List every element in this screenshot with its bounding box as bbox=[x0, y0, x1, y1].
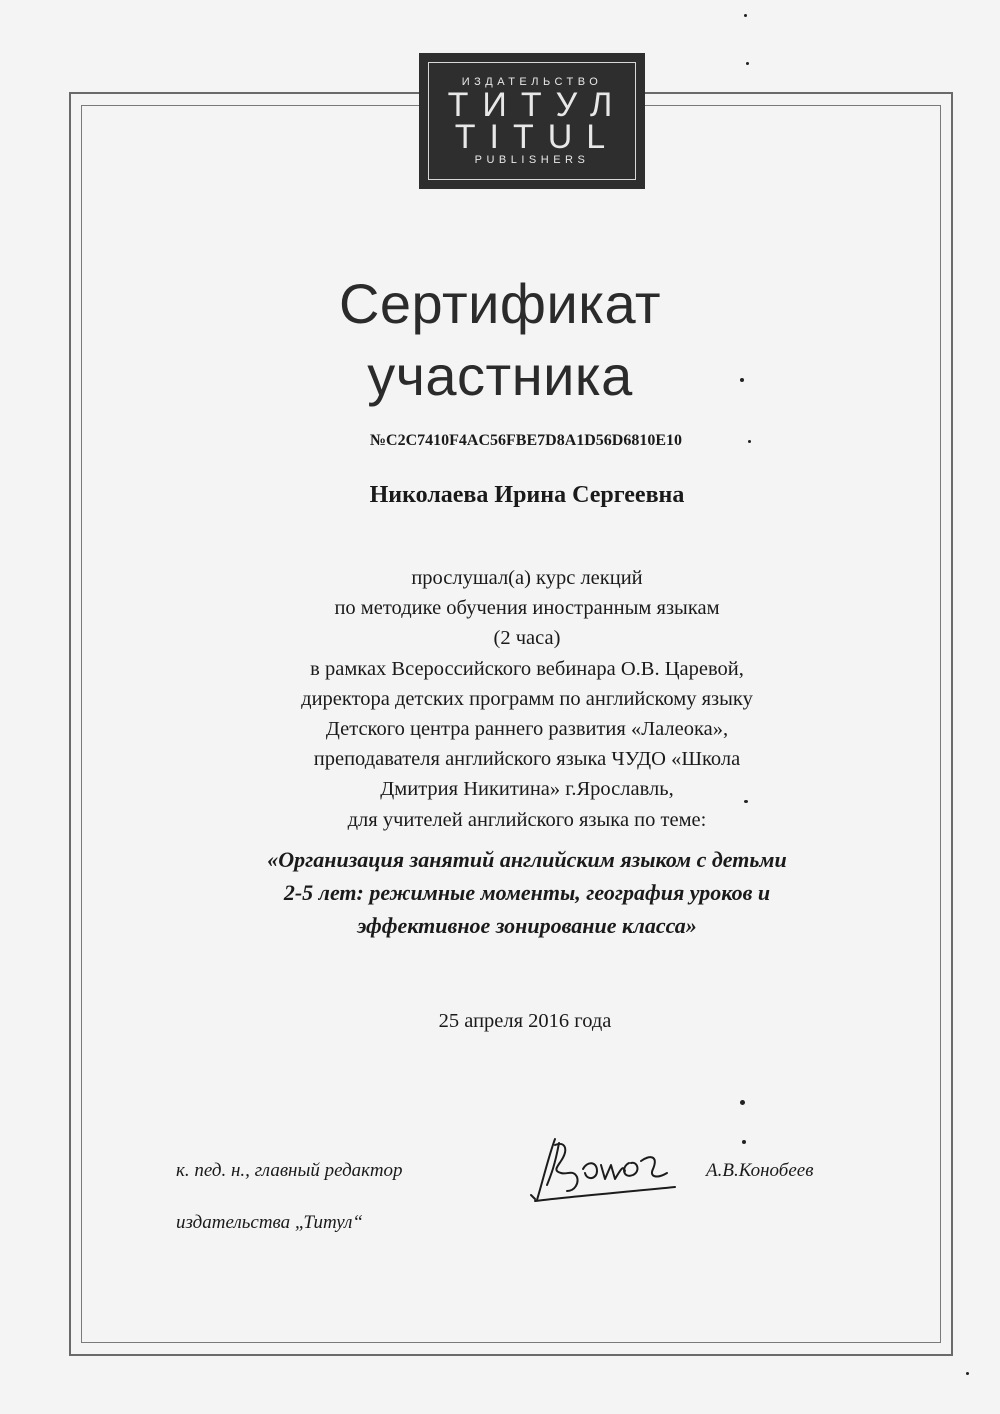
body-line: (2 часа) bbox=[493, 627, 561, 650]
logo-top-line: ИЗДАТЕЛЬСТВО bbox=[461, 76, 603, 88]
certificate-body bbox=[0, 563, 1000, 835]
topic-line: эффективное зонирование класса» bbox=[357, 913, 697, 938]
body-line: для учителей английского языка по теме: bbox=[347, 808, 707, 831]
body-line: по методике обучения иностранным языкам bbox=[334, 597, 720, 620]
logo-bottom-line: PUBLISHERS bbox=[474, 154, 590, 166]
publisher-logo-frame bbox=[428, 62, 636, 180]
body-line: преподавателя английского языка ЧУДО «Школа bbox=[313, 748, 741, 771]
certificate-number: №C2C7410F4AC56FBE7D8A1D56D6810E10 bbox=[369, 432, 683, 449]
lecture-topic bbox=[0, 843, 1000, 942]
body-line: Детского центра раннего развития «Лалеока», bbox=[325, 718, 729, 741]
publisher-logo bbox=[419, 53, 645, 189]
certificate-date: 25 апреля 2016 года bbox=[438, 1010, 612, 1032]
title-line-1: Сертификат bbox=[338, 272, 662, 335]
recipient-name: Николаева Ирина Сергеевна bbox=[369, 482, 685, 508]
certificate-title bbox=[0, 268, 1000, 412]
signatory-name: А.В.Конобеев bbox=[706, 1160, 814, 1181]
signatory-title: к. пед. н., главный редактор bbox=[176, 1160, 403, 1181]
body-line: в рамках Всероссийского вебинара О.В. Царевой, bbox=[310, 657, 744, 680]
topic-line: 2-5 лет: режимные моменты, география уроков и bbox=[283, 880, 771, 905]
body-line: Дмитрия Никитина» г.Ярославль, bbox=[380, 778, 674, 801]
signatory-organization: издательства „Титул“ bbox=[176, 1212, 363, 1233]
body-line: директора детских программ по английскому языку bbox=[301, 687, 753, 710]
handwritten-signature bbox=[525, 1125, 685, 1205]
topic-line: «Организация занятий английским языком с детьми bbox=[267, 847, 787, 872]
body-line: прослушал(а) курс лекций bbox=[411, 567, 643, 589]
logo-en-name: TITUL bbox=[454, 118, 620, 156]
logo-ru-name: ТИТУЛ bbox=[447, 86, 627, 124]
title-line-2: участника bbox=[367, 344, 633, 407]
